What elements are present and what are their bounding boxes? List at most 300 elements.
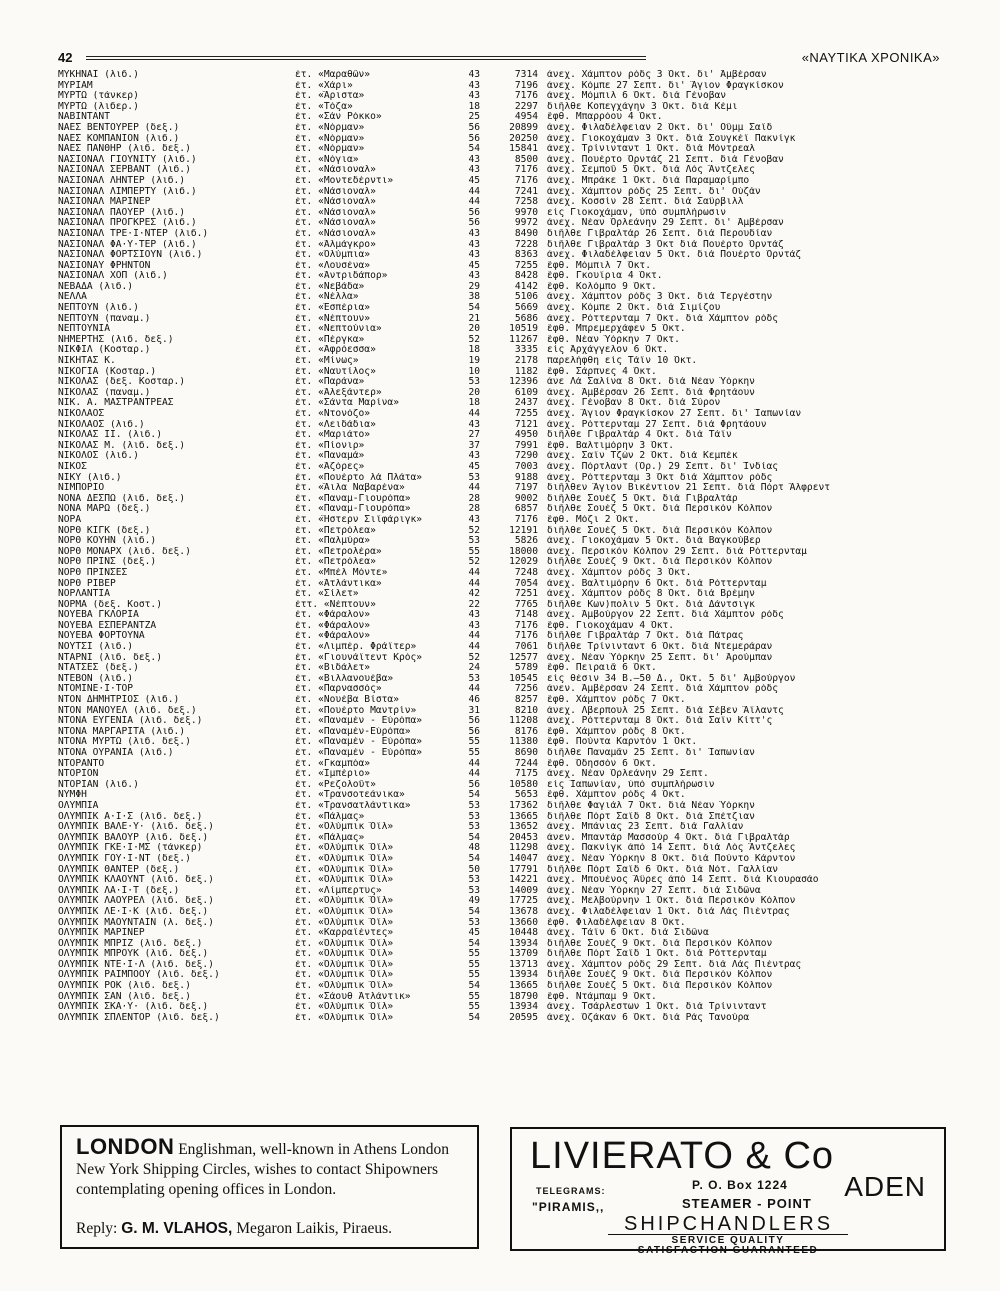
list-item [58,695,963,706]
tonnage-b: 7244 [514,758,538,769]
tonnage-b: 9188 [514,472,538,483]
list-item [58,377,963,388]
ship-name: ΝΤΟΝ ΔΗΜΗΤΡΙΟΣ (λιб.) [58,695,180,706]
tonnage-b: 14221 [509,875,538,886]
tonnage-a: 42 [468,589,480,600]
owner-agent: ἑτ. «Νάσιοναλ» [295,186,376,197]
tonnage-a: 43 [468,70,480,80]
tonnage-b: 12029 [509,557,538,568]
owner-agent: ἑτ. «Νέπτουν» [295,313,371,324]
tonnage-a: 43 [468,419,480,430]
owner-agent: ἑτ. «Νάσιοναλ» [295,218,376,229]
ship-name: ΝΟΡΘ ΚΙΓΚ (δεξ.) [58,525,151,536]
movement-note: ἀνεχ. Μελβούρνην 1 Ὀκτ. διὰ Περσικὸν Κόλπον [547,896,796,907]
list-item [58,165,963,176]
list-item [58,600,963,611]
movement-note: διῆλθε Σουέζ 9 Ὀκτ. διὰ Περσικὸν Κόλπον [547,557,773,568]
movement-note: ἀνε Λὰ Σαλίνα 8 Ὀκτ. διὰ Νέαν Ὑόρκην [547,377,755,388]
ship-name: ΝΟΥΤΣΙ (λιб.) [58,642,134,653]
tonnage-b: 7176 [514,514,538,525]
list-item [58,282,963,293]
list-item [58,271,963,282]
list-item [58,610,963,621]
list-item [58,865,963,876]
tonnage-b: 7991 [514,440,538,451]
movement-note: ἀνεχ. Χάμπτον ρόδς 3 Ὀκτ. διὰ Τεργέστην [547,292,773,303]
tonnage-b: 1182 [514,366,538,377]
owner-agent: ἑτ. «Τρανσοτεάνικα» [295,790,405,801]
movement-note: ἀνεχ. Φιλαδέλφειαν 1 Ὀκτ. διὰ Λὰς Πιέντρας [547,906,790,917]
ship-name: ΟΛΥΜΠΙΚ ΛΑΟΥΡΕΛ (λιб. δεξ.) [58,896,214,907]
tonnage-b: 15841 [509,144,538,155]
movement-note: ἀνεχ. Λβερπουλ 25 Σεπτ. διὰ Σέβεν Ἄϊλαντς [547,705,784,716]
owner-agent: ἑτ. «Ὀλύμπικ Ὄϊλ» [295,1012,394,1023]
tonnage-a: 28 [468,504,480,515]
movement-note: ἀνεχ. Πόρτλαντ (Ὀρ.) 29 Σεπτ. δι' Ἰνδίας [547,461,779,472]
tonnage-a: 54 [468,1012,480,1023]
list-item [58,907,963,918]
owner-agent: ἑτ. «Παναμ-Γιουρόπα» [295,493,411,504]
tonnage-b: 7148 [514,610,538,621]
ship-name: ΝΑΕΣ ΚΟΜΠΑΝΙΟΝ (λιб.) [58,133,180,144]
ship-name: ΝΤΟΝ ΜΑΝΟΥΕΛ (λιб. δεξ.) [58,705,197,716]
tonnage-b: 5789 [514,663,538,674]
owner-agent: ἑτ. «Γιουνάϊτεντ Κρὸς» [295,652,423,663]
tonnage-b: 7176 [514,175,538,186]
ship-name: ΟΛΥΜΠΙΚ ΒΑΛΟΥΡ (λιб. δεξ.) [58,832,209,843]
ship-name: ΟΛΥΜΠΙΑ [58,800,99,811]
list-item [58,568,963,579]
telegrams-label: TELEGRAMS: [536,1186,606,1196]
owner-agent: ἑτ. «Ὀλύμπικ Ὄϊλ» [295,917,394,928]
tonnage-b: 7241 [514,186,538,197]
tonnage-a: 52 [468,334,480,345]
tonnage-a: 54 [468,906,480,917]
owner-agent: ἑτ. «Ἀντριδάπορ» [295,271,388,282]
ship-movements-list [58,70,963,1023]
movement-note: ἔφθ. Βαλτιμόρην 3 Ὀκτ. [547,440,675,451]
owner-agent: ἑτ. «Παρνασσός» [295,684,382,695]
owner-agent: ἑτ. «Παράνα» [295,377,365,388]
movement-note: διῆλθε Πὸρτ Σαΐδ 1 Ὀκτ. διὰ Ρόττερνταμ [547,949,767,960]
owner-agent: ἑτ. «Ὀλύμπικ Ὄϊλ» [295,906,394,917]
tonnage-a: 20 [468,324,480,335]
movement-note: ἔφθ. Φιλαδέλφειαν 8 Ὀκτ. [547,917,686,928]
ship-name: ΝΕΠΤΟΥΝΙΑ [58,324,110,335]
list-item [58,886,963,897]
movement-note: ἀνεχ. Φιλαδέλφειαν 5 Ὀκτ. διὰ Πουέρτο Ὀρντάζ [547,250,802,261]
tonnage-a: 53 [468,536,480,547]
tonnage-a: 50 [468,864,480,875]
movement-note: ἀνεχ. Ἀμβούργον 22 Σεπτ. διὰ Χάμπτον ρόδς [547,610,784,621]
tonnage-b: 7228 [514,239,538,250]
tonnage-b: 7256 [514,684,538,695]
list-item [58,112,963,123]
tonnage-a: 53 [468,472,480,483]
tonnage-a: 53 [468,822,480,833]
movement-note: εἰς θέσιν 34 Β.—50 Δ., Ὀκτ. 5 δι' Ἀμβούργον [547,673,796,684]
ship-name: ΝΙΚΗΤΑΣ Κ. [58,356,116,367]
movement-note: διῆλθε Σουέζ 5 Ὀκτ. διὰ Περσικὸν Κόλπον [547,525,773,536]
tonnage-b: 2437 [514,398,538,409]
list-item [58,981,963,992]
tonnage-b: 13665 [509,981,538,992]
list-item [58,504,963,515]
list-item [58,737,963,748]
owner-agent: ἑτ. «Ὀλύμπικ Ὄϊλ» [295,864,394,875]
tonnage-a: 53 [468,875,480,886]
tonnage-a: 55 [468,949,480,960]
ship-name: ΝΤΕΒΟΝ (λιб.) [58,673,134,684]
tonnage-a: 37 [468,440,480,451]
movement-note: ἀνεν. Ἀμβέρσαν 24 Σεπτ. διὰ Χάμπτον ρόδς [547,684,779,695]
movement-note: ἀνεχ. Ρόττερνταμ 27 Σεπτ. διὰ Φρητάουν [547,419,767,430]
movement-note: ἔφθ. Ντάμπαμ 9 Ὀκτ. [547,991,657,1002]
list-item [58,759,963,770]
movement-note: διῆλθε Γιβραλτὰρ 4 Ὀκτ. διὰ Τάϊν [547,430,732,441]
tonnage-b: 4142 [514,281,538,292]
movement-note: ἀνεχ. Νέαν Ὀρλεάνην 29 Σεπτ. δι' Ἀμβέρσαν [547,218,784,229]
tonnage-b: 7765 [514,599,538,610]
list-item [58,388,963,399]
list-item [58,356,963,367]
tonnage-a: 43 [468,239,480,250]
owner-agent: ἑτ. «Λίμπερτυς» [295,885,382,896]
owner-agent: ἑτ. «Σάντα Μαρίνα» [295,398,399,409]
tonnage-b: 7176 [514,620,538,631]
tonnage-a: 56 [468,779,480,790]
owner-agent: ἑτ. «Λουσένα» [295,260,371,271]
owner-agent: ἑτ. «Ρεζολοῦτ» [295,779,376,790]
owner-agent: ἑτ. «Ἄιλα Ναβαρένα» [295,483,405,494]
tonnage-a: 43 [468,154,480,165]
list-item [58,441,963,452]
movement-note: ἀνεχ. Ἀμβέρσαν 26 Σεπτ. διὰ Φρητάουν [547,387,755,398]
movement-note: διῆλθεν Ἅγιον Βικέντιον 21 Σεπτ. διὰ Πὸρτ Ἄλφρεντ [547,483,831,494]
movement-note: διῆλθε Κοπεγχάγην 3 Ὀκτ. διὰ Κέμι [547,101,738,112]
owner-agent: ἑτ. «Ὀλύμπικ Ὄϊλ» [295,1002,394,1013]
tonnage-b: 8500 [514,154,538,165]
owner-agent: ἑτ. «Νάσιοναλ» [295,207,376,218]
movement-note: διῆλθε Γιβραλτὰρ 7 Ὀκτ. διὰ Πάτρας [547,631,744,642]
list-item [58,579,963,590]
tonnage-a: 44 [468,769,480,780]
owner-agent: ἑτ. «Παναμά» [295,451,365,462]
movement-note: ἀνεχ. Νέαν Ὀρλεάνην 29 Σεπτ. [547,769,709,780]
movement-note: ἔφθ. Μπρεμερχάφεν 5 Ὀκτ. [547,324,686,335]
tonnage-a: 53 [468,811,480,822]
movement-note: διῆλθε Γιβραλτὰρ 26 Σεπτ. διὰ Περουδίαν [547,228,773,239]
tonnage-a: 55 [468,1002,480,1013]
ship-name: ΝΤΟΝΑ ΕΥΓΕΝΙΑ (λιб. δεξ.) [58,716,203,727]
list-item [58,144,963,155]
ship-name: ΝΕΠΤΟΥΝ (λιб.) [58,303,139,314]
movement-note: παρελήφθη εἰς Τάϊν 10 Ὀκτ. [547,356,698,367]
ship-name: ΝΑΣΙΟΝΑΛ ΣΕΡΒΑΝΤ (λιб.) [58,165,191,176]
ship-name: ΝΟΡΛΑΝΤΙΑ [58,589,110,600]
tonnage-a: 43 [468,610,480,621]
movement-note: ἀνεχ. Χάμπτον ρόδς 3 Ὀκτ. δι' Ἀμβέρσαν [547,70,767,80]
movement-note: ἔφθ. Σάρπνες 4 Ὀκτ. [547,366,657,377]
ship-name: ΜΥΡΙΑΜ [58,80,93,91]
ship-name: ΝΥΜΦΗ [58,790,87,801]
movement-note: ἔφθ. Νέαν Ὑόρκην 7 Ὀκτ. [547,334,680,345]
tonnage-b: 13709 [509,949,538,960]
ship-name: ΝΟΡΘ ΡΙΒΕΡ [58,578,116,589]
ship-name: ΟΛΥΜΠΙΚ ΛΑ·Ι·Τ (δεξ.) [58,885,180,896]
list-item [58,621,963,632]
ship-name: ΟΛΥΜΠΙΚ ΘΑΝΤΕΡ (δεξ.) [58,864,180,875]
tonnage-b: 7255 [514,260,538,271]
ship-name: ΝΗΜΕΡΤΗΣ (λιб. δεξ.) [58,334,174,345]
ship-name: ΝΙΚΟΛΑΣ Μ. (λιб. δεξ.) [58,440,186,451]
tonnage-a: 53 [468,377,480,388]
owner-agent: ἑτ. «Πέργκα» [295,334,365,345]
service-line-2: SATISFACTION GUARANTEED [637,1245,819,1256]
movement-note: ἔφθ. Γκουΐρια 4 Ὀκτ. [547,271,663,282]
tonnage-a: 54 [468,981,480,992]
tonnage-a: 55 [468,546,480,557]
list-item [58,483,963,494]
list-item [58,123,963,134]
ship-name: ΝΑΣΙΟΝΑΥ ΦΡΗΝΤΟΝ [58,260,151,271]
movement-note: διῆλθε Γιβραλτὰρ 3 Ὀκτ διὰ Πουέρτο Ὀρντάζ [547,239,784,250]
list-item [58,557,963,568]
tonnage-a: 43 [468,165,480,176]
tonnage-b: 13934 [509,1002,538,1013]
tonnage-a: 44 [468,483,480,494]
tonnage-a: 28 [468,493,480,504]
ship-name: ΝΙΚΟΣ [58,461,87,472]
movement-note: εἰς Ἰαπωνίαν, ὑπὸ συμπλήρωσιν [547,779,715,790]
tonnage-a: 44 [468,197,480,208]
owner-agent: ἑτ. «Ὀλύμπικ Ὄϊλ» [295,938,394,949]
movement-note: ἀνεχ. Ἅγιον Φραγκίσκον 27 Σεπτ. δι' Ἰαπωνίαν [547,409,802,419]
movement-note: διῆλθε Σουέζ 5 Ὀκτ. διὰ Γιβραλτὰρ [547,493,738,504]
list-item [58,102,963,113]
movement-note: ἀνεχ. Περσικὸν Κόλπον 29 Σεπτ. διὰ Ρόττερνταμ [547,546,807,557]
owner-agent: ἑτ. «Παναμὲν-Εὐρόπα» [295,726,411,737]
tonnage-b: 5826 [514,536,538,547]
tonnage-a: 55 [468,970,480,981]
tonnage-b: 6109 [514,387,538,398]
tonnage-b: 7255 [514,409,538,419]
tonnage-a: 20 [468,387,480,398]
tonnage-b: 7314 [514,70,538,80]
tonnage-a: 55 [468,959,480,970]
ship-name: ΝΤΟΝΑ ΜΥΡΤΩ (λιб. δεξ.) [58,737,191,748]
owner-agent: ἑτ. «Τόζα» [295,101,353,112]
tonnage-b: 20899 [509,122,538,133]
list-item [58,314,963,325]
list-item [58,992,963,1003]
ship-name: ΟΛΥΜΠΙΚ ΣΚΑ·Υ· (λιб. δεξ.) [58,1002,209,1013]
tonnage-b: 10519 [509,324,538,335]
movement-note: ἔφθ. Γιοκοχάμαν 4 Ὀκτ. [547,620,675,631]
tonnage-b: 8690 [514,748,538,758]
tonnage-b: 13678 [509,906,538,917]
ship-name: ΝΑΕΣ ΒΕΝΤΟΥΡΕΡ (δεξ.) [58,122,180,133]
list-item [58,769,963,780]
ship-name: ΝΑΣΙΟΝΑΛ ΤΡΕ·Ι·ΝΤΕΡ (λιб.) [58,228,209,239]
list-item [58,801,963,812]
movement-note: διῆλθε Σουέζ 9 Ὀκτ. διὰ Περσικὸν Κόλπον [547,938,773,949]
tonnage-b: 7176 [514,165,538,176]
list-item [58,684,963,695]
tonnage-b: 20250 [509,133,538,144]
tonnage-a: 43 [468,80,480,91]
movement-note: εἰς Γιοκοχάμαν, ὑπὸ συμπλήρωσιν [547,207,727,218]
list-item [58,155,963,166]
list-item [58,960,963,971]
list-item [58,1002,963,1013]
movement-note: διῆλθε Κων)πολιν 5 Ὀκτ. διὰ Δάντσιγκ [547,599,755,610]
movement-note: διῆλθε Πὸρτ Σαΐδ 8 Ὀκτ. διὰ Σπέτζιαν [547,811,755,822]
tonnage-b: 17725 [509,896,538,907]
list-item [58,473,963,484]
list-item [58,716,963,727]
tonnage-b: 7176 [514,631,538,642]
owner-agent: ἑτ. «Μοντεδέρντι» [295,175,394,186]
journal-title: «ΝΑΥΤΙΚΑ ΧΡΟΝΙΚΑ» [801,50,940,65]
ship-name: ΝΟΝΑ ΔΕΣΠΩ (λιб. δεξ.) [58,493,186,504]
tonnage-a: 43 [468,250,480,261]
ship-name: ΝΑΣΙΟΝΑΛ ΠΡΟΓΚΡΕΣ (λιб.) [58,218,197,229]
movement-note: ἔφθ. Πειραιᾶ 6 Ὀκτ. [547,663,657,674]
list-item [58,547,963,558]
owner-agent: ἑτ. «Ὀλύμπικ Ὄϊλ» [295,822,394,833]
movement-note: εἰς Ἀρχάγγελον 6 Ὀκτ. [547,345,669,356]
tonnage-a: 54 [468,790,480,801]
tonnage-b: 7248 [514,567,538,578]
owner-agent: ἑτ. «Ἄριστα» [295,91,365,102]
list-item [58,896,963,907]
ship-name: ΟΛΥΜΠΙΚ ΣΑΝ (λιб. δεξ.) [58,991,191,1002]
tonnage-b: 13652 [509,822,538,833]
ship-name: ΝΤΑΤΣΕΣ (δεξ.) [58,663,139,674]
movement-note: ἀνεχ. Χάμπτον ρόδς 8 Ὀκτ. διὰ Βρέμην [547,589,755,600]
tonnage-b: 9002 [514,493,538,504]
tonnage-a: 29 [468,281,480,292]
tonnage-b: 14009 [509,885,538,896]
tonnage-a: 43 [468,271,480,282]
tonnage-b: 8257 [514,695,538,706]
list-item [58,134,963,145]
tonnage-b: 12396 [509,377,538,388]
tonnage-b: 10545 [509,673,538,684]
owner-agent: ἑτ. «Νάσιοναλ» [295,228,376,239]
ship-name: ΟΛΥΜΠΙΚ ΓΟΥ·Ι·ΝΤ (δεξ.) [58,853,191,864]
movement-note: ἀνεν. Μπαντὰρ Μασσοὺρ 4 Ὀκτ. διὰ Γιβραλτὰρ [547,832,790,843]
ship-name: ΝΤΟΝΑ ΟΥΡΑΝΙΑ (λιб.) [58,748,174,758]
ship-name: ΝΙΚΟΛΑΣ ΙΙ. (λιб.) [58,430,162,441]
tonnage-a: 52 [468,557,480,568]
list-item [58,81,963,92]
movement-note: ἀνεχ. Μπουένος Ἄϋρες ἀπὸ 14 Σεπτ. διὰ Κιουρασάο [547,875,819,886]
list-item [58,197,963,208]
list-item [58,1013,963,1024]
tonnage-b: 7061 [514,642,538,653]
tonnage-a: 54 [468,938,480,949]
owner-agent: ἑτ. «Πουέρτο Μαντρὶν» [295,705,417,716]
owner-agent: ἑτ. «Φάραλον» [295,631,371,642]
tonnage-a: 44 [468,567,480,578]
owner-agent: ἑτ. «Ὀλύμπικ Ὄϊλ» [295,875,394,886]
owner-agent: ἑτ. «Ἀφρόεσσα» [295,345,376,356]
owner-agent: ἑτ. «Πετρολέρα» [295,546,382,557]
tonnage-b: 11380 [509,737,538,748]
tonnage-b: 7197 [514,483,538,494]
tonnage-b: 11267 [509,334,538,345]
list-item [58,176,963,187]
reply-address: Megaron Laikis, Piraeus. [236,1220,393,1237]
list-item [58,875,963,886]
tonnage-b: 10448 [509,928,538,939]
cable-address: "PIRAMIS,, [532,1200,605,1214]
owner-agent: ἑτ. «Παναμ-Γιουρόπα» [295,504,411,515]
ship-name: ΝΙΜΠΟΡΙΟ [58,483,105,494]
tonnage-b: 5686 [514,313,538,324]
tonnage-a: 18 [468,398,480,409]
list-item [58,653,963,664]
tonnage-a: 56 [468,122,480,133]
list-item [58,833,963,844]
ship-name: ΝΑΣΙΟΝΑΛ ΛΙΜΠΕΡΤΥ (λιб.) [58,186,197,197]
list-item [58,208,963,219]
movement-note: ἀνεχ. Γιοκοχάμαν 3 Ὀκτ. διὰ Σουγκέϊ Πακνίγκ [547,133,796,144]
tonnage-a: 43 [468,514,480,525]
tonnage-b: 13934 [509,938,538,949]
list-item [58,494,963,505]
owner-agent: ἑτ. «Σὰν Ρόκκο» [295,112,382,123]
tonnage-a: 55 [468,737,480,748]
movement-note: διῆλθε Σουέζ 9 Ὀκτ. διὰ Περσικὸν Κόλπον [547,970,773,981]
tonnage-a: 45 [468,461,480,472]
list-item [58,367,963,378]
list-item [58,928,963,939]
movement-note: ἀνεχ. Βαλτιμόρην 6 Ὀκτ. διὰ Ρόττερνταμ [547,578,767,589]
owner-agent: ἑτ. «Νουέβα Βίστα» [295,695,399,706]
tonnage-a: 45 [468,260,480,271]
list-item [58,229,963,240]
ship-name: ΟΛΥΜΠΙΚ ΡΑΙΜΠΟΟΥ (λιб. δεξ.) [58,970,220,981]
tonnage-a: 56 [468,207,480,218]
tonnage-a: 54 [468,853,480,864]
tonnage-a: 44 [468,684,480,695]
list-item [58,822,963,833]
owner-agent: ἑτ. «Μπὲλ Μόντε» [295,567,388,578]
owner-agent: ἑτ. «Νάσιοναλ» [295,165,376,176]
tonnage-b: 4954 [514,112,538,123]
po-box: P. O. Box 1224 [692,1178,788,1192]
ship-name: ΝΟΡΑ [58,514,82,525]
ship-name: ΟΛΥΜΠΙΚ ΡΟΚ (λιб. δεξ.) [58,981,191,992]
ship-name: ΟΛΥΜΠΙΚ ΝΤΕ·Ι·Λ (λιб. δεξ.) [58,959,214,970]
tonnage-b: 7003 [514,461,538,472]
tonnage-b: 9970 [514,207,538,218]
page-number: 42 [58,50,73,65]
ship-name: ΝΕΛΛΑ [58,292,87,303]
movement-note: ἔφθ. Μόζι 2 Ὀκτ. [547,514,640,525]
ship-name: ΝΑΕΣ ΠΑΝΘΗΡ (λιб. δεξ.) [58,144,191,155]
tonnage-a: 44 [468,578,480,589]
ship-name: ΟΛΥΜΠΙΚ ΓΚΕ·Ι·ΜΣ (τάνκερ) [58,843,203,854]
tonnage-a: 24 [468,663,480,674]
tonnage-a: 31 [468,705,480,716]
tonnage-a: 44 [468,758,480,769]
tonnage-a: 53 [468,885,480,896]
list-item [58,335,963,346]
